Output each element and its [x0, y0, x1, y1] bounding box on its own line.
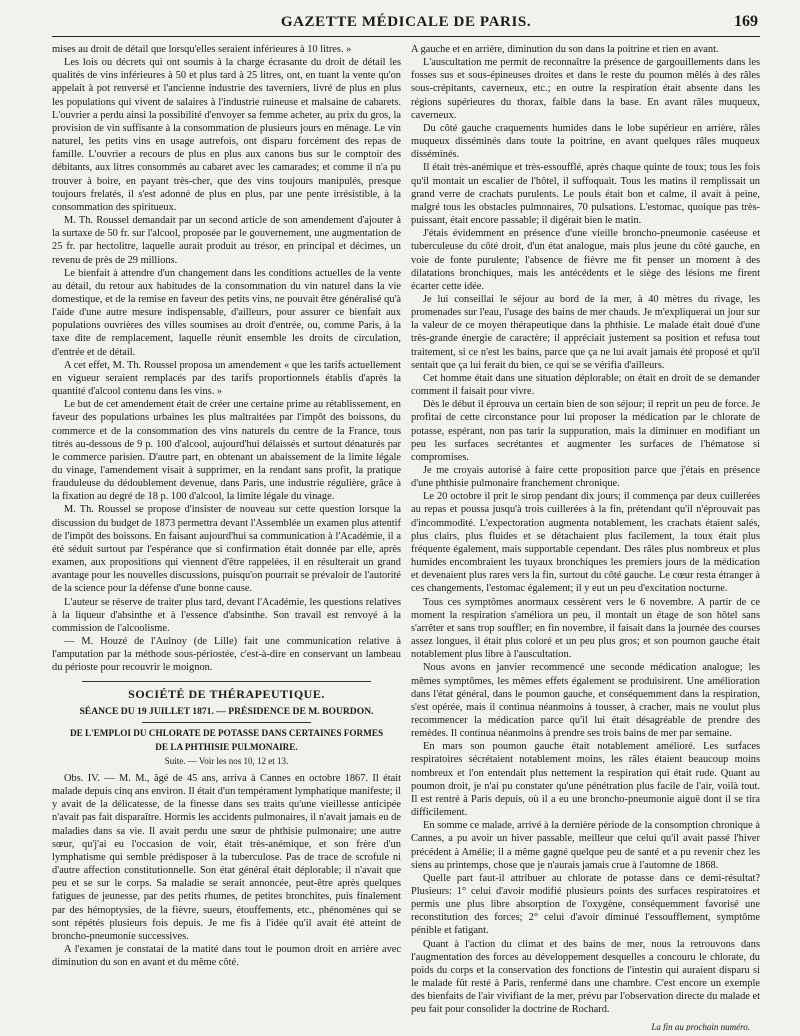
paragraph: Je lui conseillai le séjour au bord de la mer, à 40 mètres du rivage, les promenades sur l'eau, l'usage des bains de mer chauds. Je m'expliquerai un jour sur la valeur de ce moyen thérapeutique dans la phthisie. Le malade était doué d'une très-grande énergie de caractère; il appréciait justement sa position et refusa tout traitement, si ce n'est les bains, parce que ça ne lui avait jamais été proposé et qu'il sentait que ça lui ferait du bien, ce qui se se vérifia d'ailleurs.: [411, 293, 760, 371]
suite-note: Suite. — Voir les nos 10, 12 et 13.: [164, 755, 289, 766]
page-number: 169: [734, 13, 758, 30]
right-column: [411, 43, 760, 1031]
paragraph: L'auteur se réserve de traiter plus tard, devant l'Académie, les questions relatives à la liqueur d'absinthe et à l'essence d'absinthe. Son travail est renvoyé à la commission de l'alcoolisme.: [52, 596, 401, 634]
paragraph: Obs. IV. — M. M., âgé de 45 ans, arriva à Cannes en octobre 1867. Il était malade depuis cinq ans environ. Il était d'un tempérament lymphatique manifeste; il y avait de la délicatesse, de la finesse dans ses traits qu'une vieillesse anticipée n'avait pas fait disparaître. Hormis les accidents pulmonaires, il n'avait jamais eu de maladies dans sa vie. Il avait perdu une sœur de phthisie pulmonaire; une autre sœur, qu'j'ai eu l'occasion de voir, était très-anémique, et son frère d'un lymphatisme qui semble prédisposer à la tuberculose. Pas de trace de scrofule ni d'autre affection constitutionnelle. Son état général était déplorable; il n'avait que peu et se sur le corps. Sa maladie se serait annoncée, peut-être après quelques fatigues de jeunesse, par des petits rhumes, de petites bronchites, puis finalement par des hémoptysies, de la fièvre, sueurs, étouffements, etc., phénomènes qui se sont répétés plusieurs fois depuis. Je me fis à l'idée qu'il avait été atteint de broncho-pneumonie successives.: [52, 772, 401, 942]
paragraph: Le 20 octobre il prit le sirop pendant dix jours; il commença par deux cuillerées au repas et poussa jusqu'à trois cuillerées à la fin, prétendant qu'il n'éprouvait pas d'incommodité. L'expectoration augmenta notablement, les crachats étaient salés, plus clairs, plus fluides et se détachaient plus facilement, la toux était plus fréquente également, mais supportable cependant. Des râles plus nombreux et plus humides encombraient les tuyaux bronchiques les premiers jours de la médication et devenaient plus rares vers la fin, surtout du côté gauche. Le cœur resta étranger à ces changements, l'estomac également; il y eut un peu d'excitation nocturne.: [411, 491, 760, 595]
paragraph: M. Th. Roussel se propose d'insister de nouveau sur cette question lorsque la discussion du budget de 1873 permettra devant l'Assemblée un examen plus attentif de l'impôt des boissons. En faisant aujourd'hui sa communication à l'Académie, il a été séduit surtout par l'espérance que si confirmation était donnée par elle, après examen, aux propositions qui viennent d'être rappelées, il en résulterait un grand avantage pour les nouvelles discussions, puisqu'on pourrait se prévaloir de l'autorité de la science pour la défense d'une bonne cause.: [52, 504, 401, 595]
paragraph: Quelle part faut-il attribuer au chlorate de potasse dans ce demi-résultat? Plusieurs: 1° celui d'avoir modifié plusieurs points des surfaces respiratoires et permis une plus libre absorption de l'oxygène, conséquemment favorisé une reconstitution des forces; 2° celui d'avoir diminué l'essoufflement, symptôme pénible et fatigant.: [411, 872, 760, 937]
paragraph: Du côté gauche craquements humides dans le lobe supérieur en arrière, râles muqueux disséminés dans toute la poitrine, en avant quelques râles muqueux disséminés.: [411, 122, 760, 161]
paragraph: Dès le début il éprouva un certain bien de son séjour; il reprit un peu de force. Je profitai de cette circonstance pour lui proposer la médication par le chlorate de potasse, espérant, non pas tarir la suppuration, mais la diminuer en modifiant un peu les surfaces secrétantes et augmenter les surfaces de l'hématose si compromises.: [411, 399, 760, 463]
page-header: [52, 8, 760, 37]
paragraph: L'auscultation me permit de reconnaître la présence de gargouillements dans les fosses sus et sous-épineuses droites et dans le reste du poumon mêlés à des râles sous-crépitants, caverneux, etc.; en outre la respiration était absente dans les régions supérieures du thorax, faible dans la base. En avant râles muqueux, caverneux.: [411, 57, 760, 121]
section-divider: [82, 681, 371, 682]
paragraph: Quant à l'action du climat et des bains de mer, nous la retrouvons dans l'augmentation des forces au développement desquelles a concouru le chlorate, du poids du corps et la conservation des fonctions de l'intestin qui auraient disparu si le malade fût resté à Paris, renfermé dans une chambre. C'est encore un exemple des bienfaits de l'air vivifiant de la mer, prévu par l'observation directe du malade et peu fait pour consolider la doctrine de Rochard.: [411, 938, 760, 1016]
paragraph: Le bienfait à attendre d'un changement dans les conditions actuelles de la vente au détail, du retour aux habitudes de la consommation du vin naturel dans la vie domestique, et de la remise en faveur des petits vins, ne pouvait être généralisé qu'à l'aide d'une autre mesure indispensable, d'ailleurs, pour assurer ce bienfait aux populations ouvrières des villes soumises au droit d'entrée, ou, comme Paris, à la taxe dite de remplacement, laquelle réunit ensemble les droits de circulation, d'entrée et de détail.: [52, 267, 401, 358]
article-title-line-2: DE LA PHTHISIE PULMONAIRE.: [155, 741, 298, 752]
paragraph: Nous avons en janvier recommencé une seconde médication analogue; les mêmes symptômes, les mêmes effets également se produisirent. Une amélioration dans l'état général, dans le poumon gauche, et conséquemment dans la respiration, s'est opérée, mais il continua néanmoins à tousser, à cracher, mais ne voulut plus recommencer la médication parce qu'il lui était désagréable de prendre des remèdes. Il continua néanmoins à prendre ses trois bains de mer par semaine.: [411, 662, 760, 740]
paragraph: J'étais évidemment en présence d'une vieille broncho-pneumonie caséeuse et tuberculeuse du côté droit, d'un état analogue, mais plus jeune du côté gauche, en voie de fonte purulente; l'absence de fièvre me fit penser un moment à des dilatations bronchiques, mais les antécédents et le siège des lésions me firent écarter cette idée.: [411, 228, 760, 292]
paragraph: Il était très-anémique et très-essoufflé, après chaque quinte de toux; tous les fois qu'il montait un escalier de l'hôtel, il suffoquait. Tous les matins il remplissait un grand verre de crachats purulents. Le pouls était bon et calme, il avait à peine, malgré tous les obstacles pulmonaires, 70 pulsations. L'estomac, quoique pas très-puissant, était encore passable; il digérait bien le matin.: [411, 162, 760, 227]
paragraph: M. Th. Roussel demandait par un second article de son amendement d'ajouter à la surtaxe de 50 fr. sur l'alcool, proposée par le gouvernement, une augmentation de 25 fr. par hectolitre, laquelle aurait produit au trésor, en principal et décimes, un revenu de près de 29 millions.: [52, 215, 401, 266]
columns: [52, 43, 760, 1031]
paragraph: A l'examen je constatai de la matité dans tout le poumon droit en arrière avec diminution du son en avant et du même côté.: [52, 944, 401, 969]
seance-heading: SÉANCE DU 19 JUILLET 1871. — PRÉSIDENCE DE M. BOURDON.: [79, 705, 374, 717]
paragraph: A cet effet, M. Th. Roussel proposa un amendement « que les tarifs actuellement en vigueur seraient remplacés par des tarifs proportionnels établis d'après la quantité d'alcool contenu dans les vins. »: [52, 359, 401, 398]
paragraph: mises au droit de détail que lorsqu'elles seraient inférieures à 10 litres. »: [52, 44, 352, 55]
journal-title: GAZETTE MÉDICALE DE PARIS.: [280, 14, 532, 30]
society-title: SOCIÉTÉ DE THÉRAPEUTIQUE.: [128, 686, 325, 701]
paragraph: En mars son poumon gauche était notablement amélioré. Les surfaces respiratoires sécrétaient notablement moins, les râles étaient beaucoup moins nombreux et l'on entendait plus nettement la respiration qui était rude. Quant au poumon droit, je n'ai pu constater qu'une pénétration plus facile de l'air, voilà tout. Il est rentré à Paris depuis, où il a eu une broncho-pneumonie aiguë dont il se tira difficilement.: [411, 741, 760, 819]
paragraph: Je me croyais autorisé à faire cette proposition parce que j'étais en présence d'une phthisie pulmonaire franchement chronique.: [411, 465, 760, 490]
paragraph: Tous ces symptômes anormaux cessèrent vers le 6 novembre. A partir de ce moment la respiration s'améliora un peu, il montait un étage de son hôtel sans s'arrêter et sans trop souffler; en fin novembre, il faisait dans la journée des courses assez longues, il était plus coloré et un peu plus gros; et son poumon gauche était notablement plus libre à l'auscultation.: [411, 596, 760, 661]
paragraph: En somme ce malade, arrivé à la dernière période de la consomption chronique à Cannes, a pu avoir un hiver passable, meilleur que celui qu'il avait passé l'hiver précédent à Amélie; il a même gagné quelque peu de santé et a pu revenir chez les siens au printemps, chose que je n'aurais jamais crue à l'automne de 1868.: [411, 820, 760, 871]
paragraph: Le but de cet amendement était de créer une certaine prime au rétablissement, en faveur des populations urbaines les plus maltraitées par l'impôt des boissons, du commerce et de la consommation des vins naturels du centre de la France, tous titrés au-dessous de 9 p. 100 d'alcool, aujourd'hui délaissés et surtout dénaturés par le commerce parisien. D'autre part, en obtenant un abaissement de la limite légale du vinage, l'amendement visait à supprimer, en la rendant sans profit, la pratique frauduleuse du dédoublement devenue, dans Paris, une industrie régulière, grâce à la fixation au degré de 18 p. 100 d'alcool, la limite légale du vinage.: [52, 399, 401, 503]
paragraph: Cet homme était dans une situation déplorable; on était en droit de se demander comment il faisait pour vivre.: [411, 372, 760, 398]
heading-divider: [142, 722, 311, 723]
paragraph: A gauche et en arrière, diminution du son dans la poitrine et rien en avant.: [411, 44, 719, 55]
paragraph: Les lois ou décrets qui ont soumis à la charge écrasante du droit de détail les qualités de vins inférieures à 50 et plus tard à 25 litres, ont, en tuant la vente qu'on appelait à pot renversé et l'ancienne industrie des taverniers, livré de plus en plus les populations qui vivent de salaires à l'industrie ruineuse et malsaine de cabarets. L'ouvrier a perdu ainsi la possibilité d'envoyer sa femme acheter, au prix du gros, la provision de vin suffisante à la consommation de plusieurs jours en ménage. Le vin naturel, les petits vins en usage autrefois, ont disparu forcément des repas de famille. L'ouvrier a recours de plus en plus aux canons bus sur le comptoir des débitants, aux litres consommés au cabaret avec les camarades; et comme il n'a pu trouver à boire, en payant très-cher, que des vins toujours manipulés, presque toujours frelatés, il s'est adonné de plus en plus, par une pente irrésistible, à la consommation des spiritueux.: [52, 57, 401, 213]
left-column: [52, 43, 401, 1031]
paragraph: — M. Houzé de l'Aulnoy (de Lille) fait une communication relative à l'amputation par la méthode sous-périostée, c'est-à-dire en conservant un lambeau du périoste pour recouvrir le moignon.: [52, 636, 401, 674]
continued-note: La fin au prochain numéro.: [651, 1021, 750, 1031]
article-title-line-1: DE L'EMPLOI DU CHLORATE DE POTASSE DANS CERTAINES FORMES: [69, 727, 384, 738]
